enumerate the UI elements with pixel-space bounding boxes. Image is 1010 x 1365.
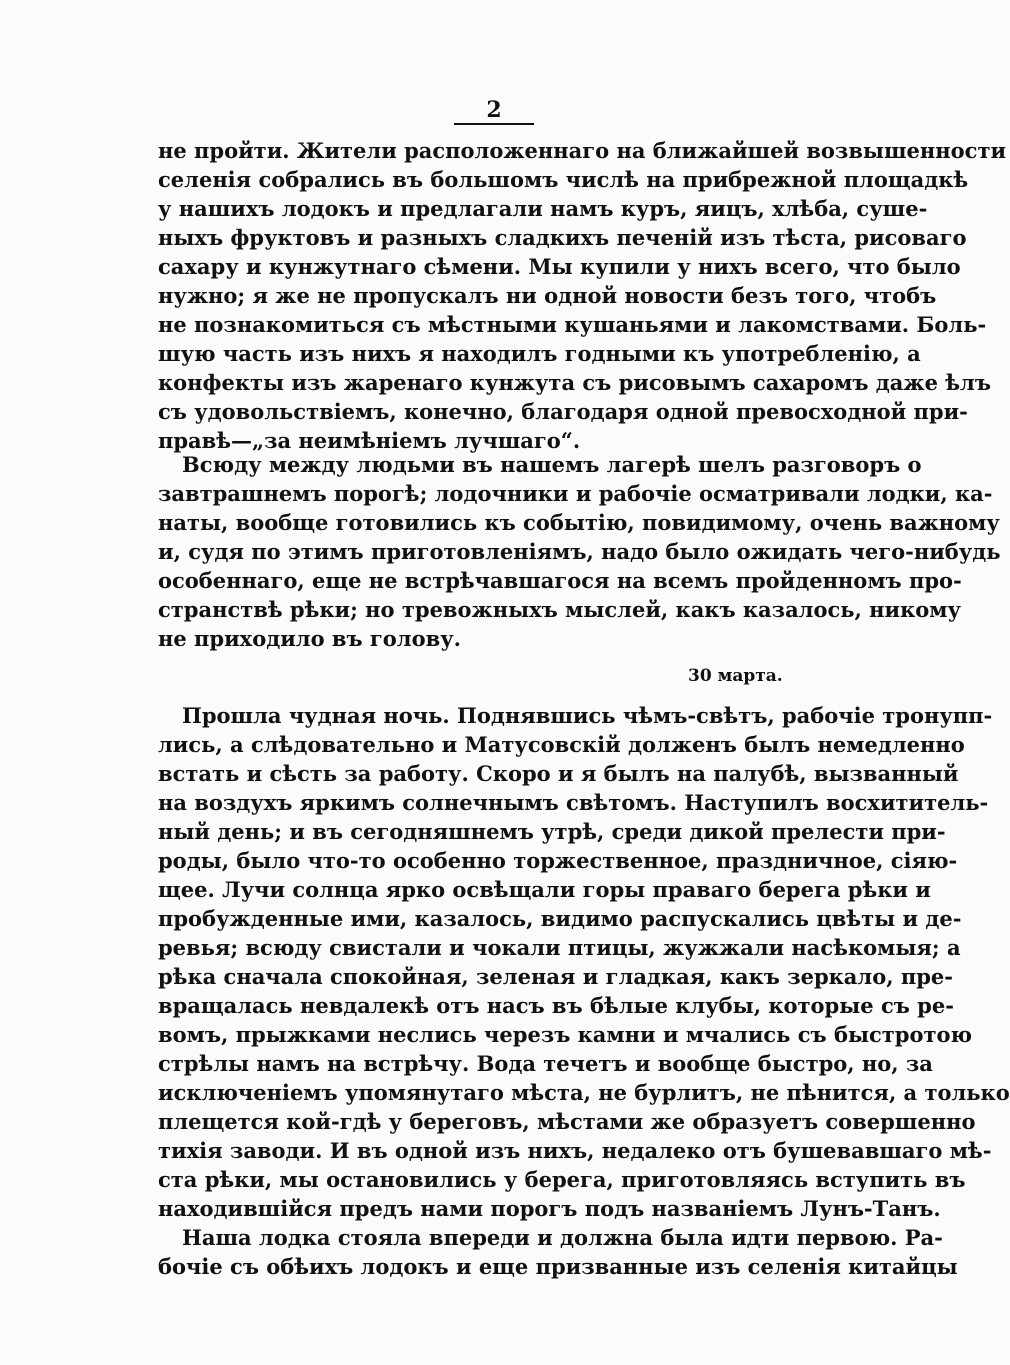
text-line: съ удовольствіемъ, конечно, благодаря одной превосходной при- (158, 399, 968, 424)
text-line: щее. Лучи солнца ярко освѣщали горы праваго берега рѣки и (158, 877, 931, 902)
text-line: конфекты изъ жаренаго кунжута съ рисовымъ сахаромъ даже ѣлъ (158, 370, 991, 395)
text-line: ныхъ фруктовъ и разныхъ сладкихъ печеній изъ тѣста, рисоваго (158, 225, 967, 250)
text-line: нужно; я же не пропускалъ ни одной новости безъ того, чтобъ (158, 283, 937, 308)
text-line: Всюду между людьми въ нашемъ лагерѣ шелъ разговоръ о (182, 452, 922, 477)
text-line: завтрашнемъ порогѣ; лодочники и рабочіе осматривали лодки, ка- (158, 481, 993, 506)
text-line: плещется кой-гдѣ у береговъ, мѣстами же образуетъ совершенно (158, 1109, 976, 1134)
text-line: лись, а слѣдовательно и Матусовскій долженъ былъ немедленно (158, 732, 965, 757)
text-line: не приходило въ голову. (158, 626, 461, 651)
text-line: правѣ—„за неимѣніемъ лучшаго“. (158, 428, 581, 453)
text-line: Прошла чудная ночь. Поднявшись чѣмъ-свѣтъ, рабочіе тронупп- (182, 703, 993, 728)
text-line: роды, было что-то особенно торжественное, праздничное, сіяю- (158, 848, 958, 873)
text-line: находившійся предъ нами порогъ подъ названіемъ Лунъ-Танъ. (158, 1196, 941, 1221)
text-line: пробужденные ими, казалось, видимо распускались цвѣты и де- (158, 906, 962, 931)
text-line: исключеніемъ упомянутаго мѣста, не бурлитъ, не пѣнится, а только (158, 1080, 1010, 1105)
text-line: рѣка сначала спокойная, зеленая и гладкая, какъ зеркало, пре- (158, 964, 953, 989)
text-line: особеннаго, еще не встрѣчавшагося на всемъ пройденномъ про- (158, 568, 962, 593)
text-line: стрѣлы намъ на встрѣчу. Вода течетъ и вообще быстро, но, за (158, 1051, 933, 1076)
text-line: бочіе съ обѣихъ лодокъ и еще призванные изъ селенія китайцы (158, 1254, 958, 1279)
text-line: ста рѣки, мы остановились у берега, приготовляясь вступить въ (158, 1167, 966, 1192)
text-line: не пройти. Жители расположеннаго на ближайшей возвышенности (158, 138, 1007, 163)
text-line: и, судя по этимъ приготовленіямъ, надо было ожидать чего-нибудь (158, 539, 1001, 564)
page-number-rule (454, 123, 534, 125)
text-line: наты, вообще готовились къ событію, повидимому, очень важному (158, 510, 1000, 535)
text-line: встать и сѣсть за работу. Скоро и я былъ на палубѣ, вызванный (158, 761, 959, 786)
text-line: сахару и кунжутнаго сѣмени. Мы купили у нихъ всего, что было (158, 254, 961, 279)
text-line: не познакомиться съ мѣстными кушаньями и лакомствами. Боль- (158, 312, 987, 337)
text-line: шую часть изъ нихъ я находилъ годными къ употребленію, а (158, 341, 921, 366)
text-line: вомъ, прыжками неслись черезъ камни и мчались съ быстротою (158, 1022, 973, 1047)
text-line: на воздухъ яркимъ солнечнымъ свѣтомъ. Наступилъ восхититель- (158, 790, 989, 815)
text-line: ный день; и въ сегодняшнемъ утрѣ, среди дикой прелести при- (158, 819, 946, 844)
text-line: у нашихъ лодокъ и предлагали намъ куръ, яицъ, хлѣба, суше- (158, 196, 928, 221)
date-heading: 30 марта. (688, 666, 783, 686)
text-line: ревья; всюду свистали и чокали птицы, жужжали насѣкомыя; а (158, 935, 961, 960)
text-line: странствѣ рѣки; но тревожныхъ мыслей, какъ казалось, никому (158, 597, 961, 622)
text-line: тихія заводи. И въ одной изъ нихъ, недалеко отъ бушевавшаго мѣ- (158, 1138, 992, 1163)
text-line: Наша лодка стояла впереди и должна была идти первою. Ра- (182, 1225, 943, 1250)
page-number: 2 (486, 97, 502, 123)
text-line: вращалась невдалекѣ отъ насъ въ бѣлые клубы, которые съ ре- (158, 993, 954, 1018)
text-line: селенія собрались въ большомъ числѣ на прибрежной площадкѣ (158, 167, 969, 192)
